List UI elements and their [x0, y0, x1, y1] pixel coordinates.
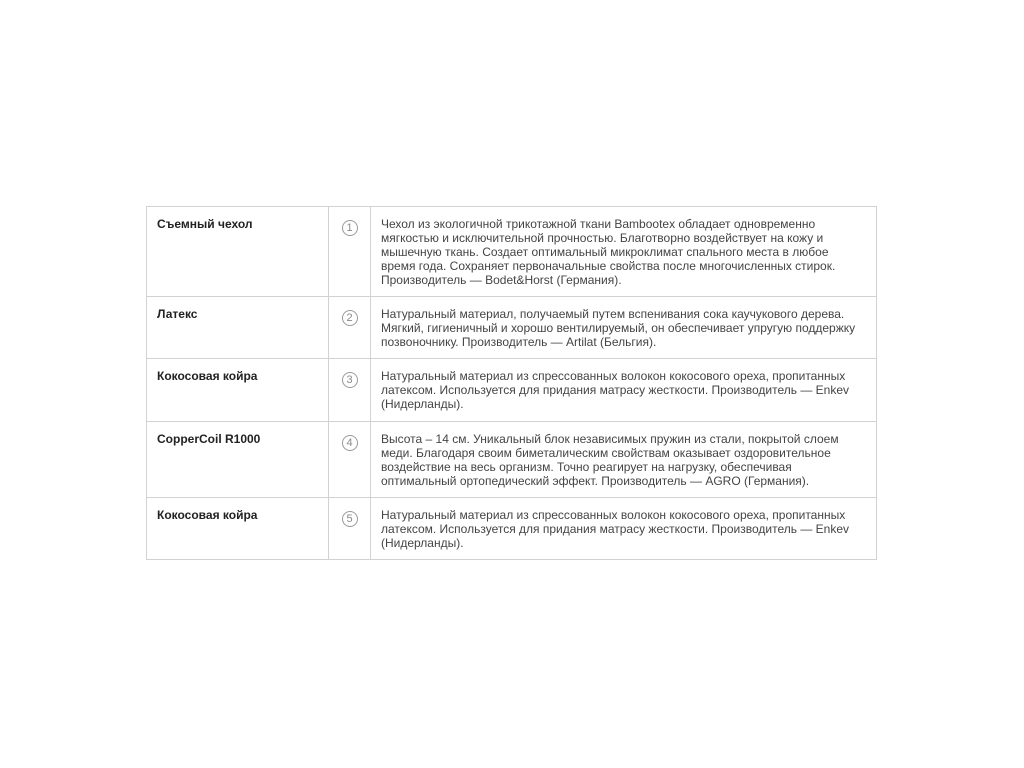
- table-row: [147, 498, 877, 560]
- layer-description: Натуральный материал из спрессованных волокон кокосового ореха, пропитанных латексом. Используется для придания матрасу жесткости. Производитель — Enkev (Нидерланды).: [371, 359, 877, 422]
- layer-number-badge: 3: [342, 372, 358, 388]
- table-row: [147, 297, 877, 359]
- layer-number-badge: 2: [342, 310, 358, 326]
- layer-description: Чехол из экологичной трикотажной ткани Bambootex обладает одновременно мягкостью и исключительной прочностью. Благотворно воздействует на кожу и мышечную ткань. Создает оптимальный микроклимат спального места в любое время года. Сохраняет первоначальные свойства после многочисленных стирок. Производитель — Bodet&Horst (Германия).: [371, 207, 877, 297]
- layer-number-badge: 5: [342, 511, 358, 527]
- table-row: [147, 359, 877, 422]
- layer-name: Кокосовая койра: [147, 498, 329, 560]
- mattress-layers-table: [146, 206, 877, 560]
- table-row: [147, 207, 877, 297]
- layer-name: Съемный чехол: [147, 207, 329, 297]
- layer-description: Высота – 14 см. Уникальный блок независимых пружин из стали, покрытой слоем меди. Благодаря своим биметалическим свойствам оказывает оздоровительное воздействие на весь организм. Точно реагирует на нагрузку, обеспечивая оптимальный ортопедический эффект. Производитель — AGRO (Германия).: [371, 422, 877, 498]
- layer-description: Натуральный материал, получаемый путем вспенивания сока каучукового дерева. Мягкий, гигиеничный и хорошо вентилируемый, он обеспечивает упругую поддержку позвоночнику. Производитель — Artilat (Бельгия).: [371, 297, 877, 359]
- table-row: [147, 422, 877, 498]
- layer-name: Латекс: [147, 297, 329, 359]
- layer-name: CopperCoil R1000: [147, 422, 329, 498]
- layer-number-badge: 1: [342, 220, 358, 236]
- layer-number-badge: 4: [342, 435, 358, 451]
- layer-name: Кокосовая койра: [147, 359, 329, 422]
- layer-description: Натуральный материал из спрессованных волокон кокосового ореха, пропитанных латексом. Используется для придания матрасу жесткости. Производитель — Enkev (Нидерланды).: [371, 498, 877, 560]
